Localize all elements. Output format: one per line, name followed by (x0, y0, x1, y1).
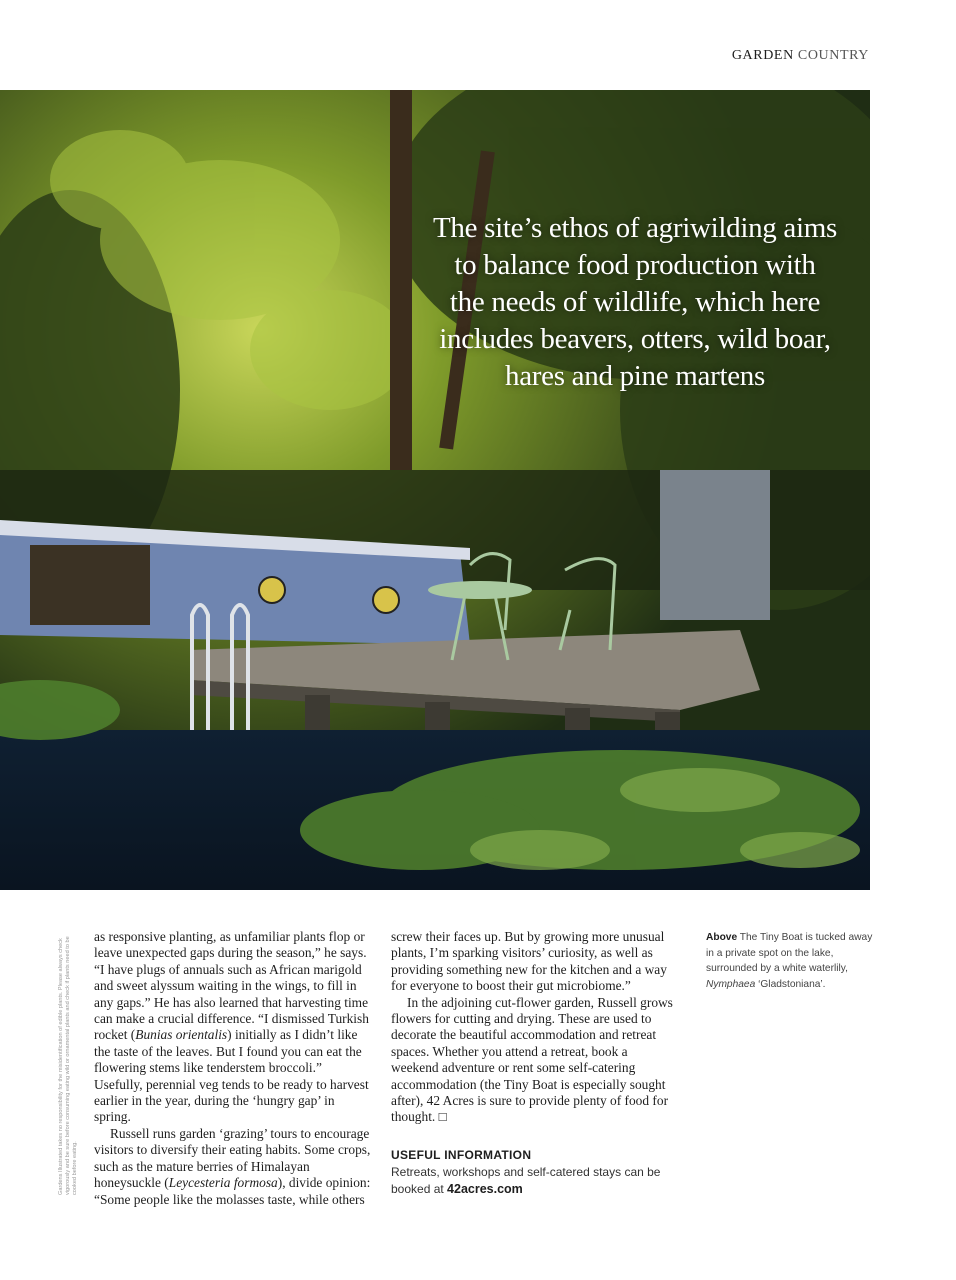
pull-quote-line: the needs of wildlife, which here (449, 286, 821, 318)
body-column-1 (94, 929, 372, 1208)
paragraph (391, 995, 673, 1126)
useful-body (391, 1164, 673, 1198)
text-run: as responsive planting, as unfamiliar plants flop or leave unexpected gaps during the season,” he says. “I have plugs of annuals such as African marigold and sweet alyssum waiting in the wings, to fill in any gaps.” He has also learned that harvesting time can make a crucial difference. “I dismissed Turkish rocket ( (94, 929, 369, 1043)
paragraph (94, 929, 372, 1126)
useful-information (391, 1147, 673, 1198)
latin-name: Leycesteria formosa (168, 1175, 278, 1191)
header-section: GARDEN (731, 48, 794, 63)
pull-quote-line: includes beavers, otters, wild boar, (439, 323, 831, 355)
pull-quote-line: The site’s ethos of agriwilding aims (433, 212, 837, 244)
caption-italic: Nymphaea (706, 978, 756, 990)
header-subsection: COUNTRY (797, 48, 869, 63)
text-run: Russell runs garden ‘grazing’ tours to encourage visitors to diversify their eating habits. Some crops, such as the mature berries of Himalayan honeysuckle ( (94, 1125, 371, 1191)
pull-quote-line: to balance food production with (454, 249, 816, 281)
text-run: In the adjoining cut-flower garden, Russell grows flowers for cutting and drying. These are used to decorate the beautiful accommodation and retreat spaces. Whether you attend a retreat, book a weekend adventure or rent some self-catering accommodation (the Tiny Boat is especially sought after), 42 Acres is sure to provide plenty of food for thought. □ (391, 994, 673, 1125)
houseboat-photo (0, 90, 870, 890)
caption-tail: ‘Gladstoniana’. (755, 978, 826, 990)
disclaimer-text: Gardens Illustrated takes no responsibility for the misidentification of edible plants. Please always check vigorously and be sure before consuming eating wild or ornamental plants and check if plants need to be cooked before eating. (58, 936, 78, 1195)
body-column-2 (391, 929, 673, 1126)
disclaimer-credit (58, 935, 86, 1195)
useful-heading: USEFUL INFORMATION (391, 1148, 532, 1162)
pull-quote (420, 210, 850, 395)
pull-quote-line: hares and pine martens (505, 360, 765, 392)
photo-caption (706, 930, 876, 992)
text-run: ), divide opinion: “Some people like the molasses taste, while others (94, 1175, 371, 1207)
latin-name: Bunias orientalis (135, 1027, 228, 1043)
text-run: screw their faces up. But by growing more unusual plants, I’m sparking visitors’ curiosity, as well as providing something new for the kitchen and a way for everyone to boost their gut microbiome.” (391, 929, 667, 994)
text-run: ) initially as I didn’t like the taste of the leaves. But I found you can eat the flowering stems like tenderstem broccoli.” Usefully, perennial veg tends to be ready to harvest earlier in the year, during the ‘hungry gap’ in spring. (94, 1027, 369, 1125)
useful-text: Retreats, workshops and self-catered stays can be booked at (391, 1165, 661, 1196)
paragraph (94, 1126, 372, 1208)
website-link[interactable]: 42acres.com (447, 1182, 523, 1196)
running-header (732, 48, 869, 64)
caption-lead: Above (706, 932, 738, 943)
paragraph (391, 929, 673, 995)
caption-text: The Tiny Boat is tucked away in a private spot on the lake, surrounded by a white waterlily, (706, 932, 873, 974)
